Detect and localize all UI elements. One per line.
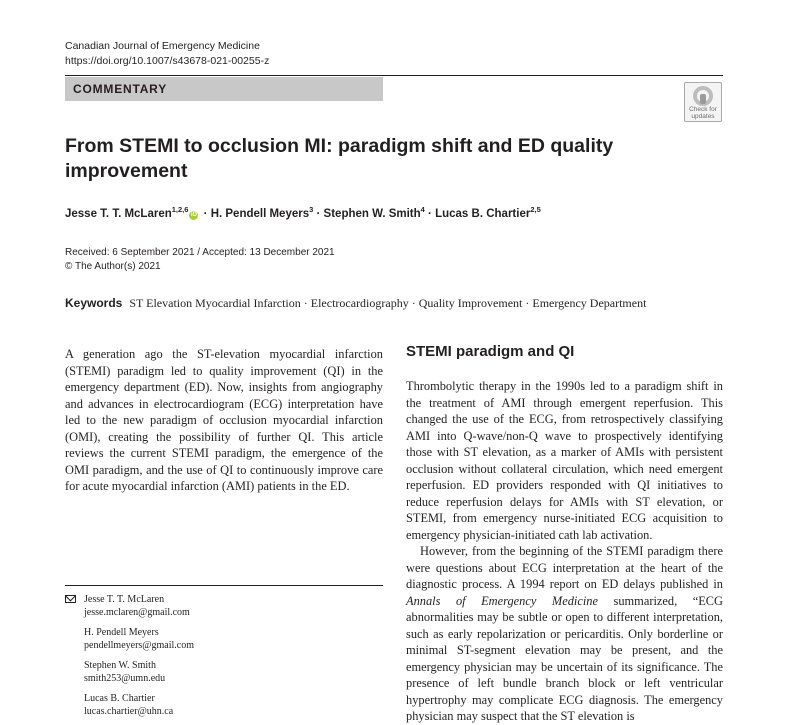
author-affiliation: 4 — [420, 205, 425, 214]
article-title: From STEMI to occlusion MI: paradigm shift and ED quality improvement — [65, 135, 614, 182]
contact-name: Lucas B. Chartier — [84, 693, 155, 704]
paragraph-text: summarized, “ECG abnormalities may be subtle or open to different interpretation, such as early repolarization or pericarditis. Only borderline or minimal ST-segment elevation may be present, and the emergency physician may be uncertain of its significance. The presence of left bundle branch block or left ventricular hypertrophy may complicate ECG diagnosis. The emergency physician may suspect that the ST elevation is — [406, 593, 723, 723]
author-name: H. Pendell Meyers — [210, 208, 310, 220]
copyright: © The Author(s) 2021 — [65, 261, 161, 272]
author-separator: · — [316, 208, 321, 220]
check-for-updates-badge[interactable] — [684, 82, 722, 122]
contact-name: Stephen W. Smith — [84, 660, 156, 671]
header-rule — [65, 75, 723, 76]
envelope-icon — [65, 595, 76, 603]
contact-email[interactable]: smith253@umn.edu — [84, 673, 166, 684]
keyword: Emergency Department — [532, 296, 647, 310]
keyword: Electrocardiography — [310, 296, 409, 310]
badge-line-2: updates — [691, 113, 715, 120]
author-name: Lucas B. Chartier — [435, 208, 531, 220]
contact-email[interactable]: lucas.chartier@uhn.ca — [84, 706, 174, 717]
author-affiliation: 1,2,6 — [171, 205, 189, 214]
author-list — [65, 205, 541, 220]
badge-line-1: Check for — [689, 106, 717, 113]
article-type-bar — [65, 77, 383, 101]
author-name: Stephen W. Smith — [323, 208, 421, 220]
paragraph-text: However, from the beginning of the STEMI paradigm there were questions about ECG interpretation at the heart of the diagnostic process. A 1994 report on ED delays published in — [406, 544, 723, 591]
author-affiliation: 3 — [309, 205, 314, 214]
paragraph: Thrombolytic therapy in the 1990s led to a paradigm shift in the treatment of AMI through emergent reperfusion. This changed the use of the ECG, from retrospectively classifying AMI into Q-wave/non-Q wave to prospectively identifying those with ST elevation, as a marker of AMIs with persistent occlusion without collateral circulation, which need emergent reperfusion. ED providers responded with QI initiatives to reduce reperfusion delays for AMIs with ST elevation, or STEMI, from emergency nurse-initiated ECG acquisition to emergency physician-initiated cath lab activation. — [406, 379, 723, 542]
keyword-separator: · — [525, 296, 530, 310]
contact-rule — [65, 585, 383, 586]
journal-header — [65, 39, 269, 69]
received-accepted: Received: 6 September 2021 / Accepted: 13 December 2021 — [65, 247, 335, 258]
body-column — [406, 342, 723, 723]
keywords-label: Keywords — [65, 296, 123, 310]
contact-email[interactable]: jesse.mclaren@gmail.com — [84, 607, 190, 618]
contact-name: Jesse T. T. McLaren — [84, 594, 165, 605]
contact-email[interactable]: pendellmeyers@gmail.com — [84, 640, 195, 651]
author-separator: · — [203, 208, 208, 220]
keyword-separator: · — [411, 296, 416, 310]
doi-link[interactable]: https://doi.org/10.1007/s43678-021-00255-z — [65, 55, 270, 67]
orcid-icon[interactable]: iD — [190, 212, 197, 218]
keyword: ST Elevation Myocardial Infarction — [129, 296, 301, 310]
author-name: Jesse T. T. McLaren — [65, 208, 172, 220]
article-dates — [65, 246, 335, 274]
paragraph — [406, 543, 723, 725]
article-type-label: COMMENTARY — [73, 82, 167, 96]
section-heading: STEMI paradigm and QI — [406, 343, 575, 360]
bookmark-icon — [693, 86, 713, 106]
journal-citation: Annals of Emergency Medicine — [406, 593, 598, 608]
author-separator: · — [428, 208, 432, 220]
keywords — [65, 296, 646, 311]
section-body — [406, 378, 723, 725]
journal-name: Canadian Journal of Emergency Medicine — [65, 40, 260, 52]
keyword-separator: · — [303, 296, 308, 310]
keyword: Quality Improvement — [418, 296, 523, 310]
abstract: A generation ago the ST-elevation myocardial infarction (STEMI) paradigm led to quality improvement (QI) in the emergency department (ED). Now, insights from angiography and advances in electrocardiogram (ECG) interpretation have led to the new paradigm of occlusion myocardial infarction (OMI), creating the possibility of further QI. This article reviews the current STEMI paradigm, the emergence of the OMI paradigm, and the use of QI to continuously improve care for acute myocardial infarction (AMI) patients in the ED. — [65, 347, 383, 493]
author-affiliation: 2,5 — [530, 205, 541, 214]
contact-name: H. Pendell Meyers — [84, 627, 159, 638]
